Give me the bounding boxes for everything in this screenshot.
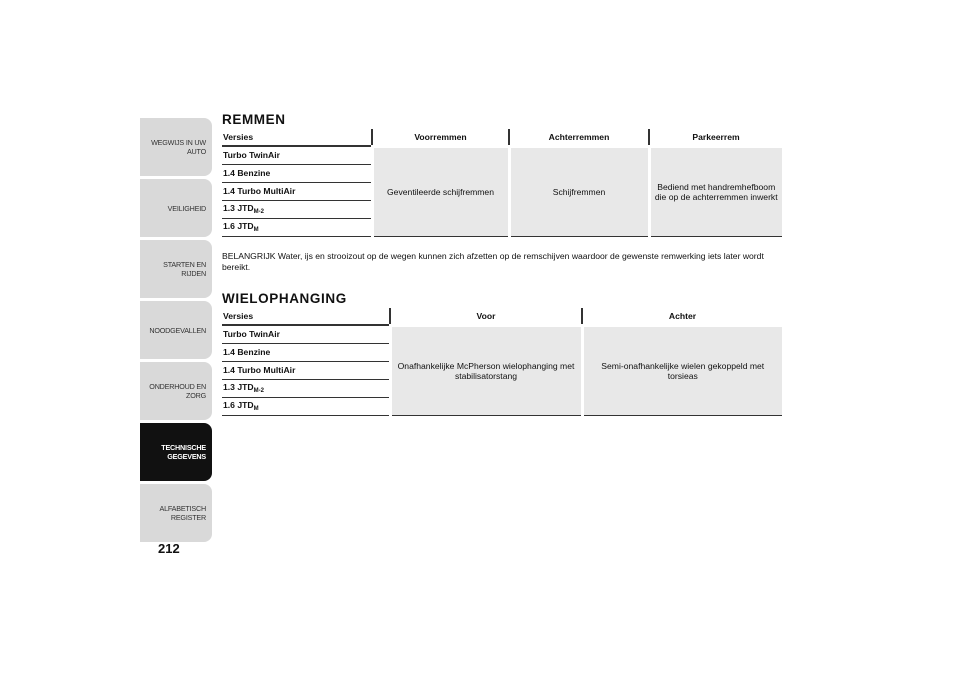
tab-starten-en-rijden[interactable]: STARTEN EN RIJDEN [140, 240, 212, 298]
tab-onderhoud-en-zorg[interactable]: ONDERHOUD EN ZORG [140, 362, 212, 420]
section-title-remmen: REMMEN [222, 112, 286, 127]
version-cell [222, 397, 390, 415]
table-row [222, 146, 782, 164]
version-name: 1.4 Turbo MultiAir [223, 365, 296, 375]
tab-technische-gegevens[interactable]: TECHNISCHE GEGEVENS [140, 423, 212, 481]
version-cell [222, 325, 390, 343]
version-name: 1.3 JTD [223, 382, 254, 392]
version-cell [222, 379, 390, 397]
version-name: 1.4 Benzine [223, 347, 271, 357]
page-number: 212 [158, 541, 180, 556]
header-versies: Versies [222, 129, 372, 146]
header-achter: Achter [582, 308, 782, 325]
tab-veiligheid[interactable]: VEILIGHEID [140, 179, 212, 237]
version-name: 1.4 Turbo MultiAir [223, 186, 296, 196]
version-name: 1.6 JTD [223, 400, 254, 410]
table-row [222, 325, 782, 343]
version-subscript: M [253, 406, 259, 412]
front-suspension-value: Onafhankelijke McPherson wielophanging met stabilisatorstang [390, 325, 582, 415]
version-name: 1.4 Benzine [223, 168, 271, 178]
version-name: 1.3 JTD [223, 203, 254, 213]
version-subscript: M [253, 227, 259, 233]
parking-brake-value: Bediend met handremhefboom die op de achterremmen inwerkt [649, 146, 782, 236]
tab-wegwijs[interactable]: WEGWIJS IN UW AUTO [140, 118, 212, 176]
rear-suspension-value: Semi-onafhankelijke wielen gekoppeld met torsieas [582, 325, 782, 415]
version-cell [222, 164, 372, 182]
version-name: Turbo TwinAir [223, 329, 280, 340]
version-cell [222, 218, 372, 236]
tab-noodgevallen[interactable]: NOODGEVALLEN [140, 301, 212, 359]
tab-alfabetisch-register[interactable]: ALFABETISCH REGISTER [140, 484, 212, 542]
brakes-table [222, 129, 782, 237]
version-subscript: M-2 [253, 209, 264, 215]
version-name: Turbo TwinAir [223, 150, 280, 161]
version-cell [222, 343, 390, 361]
header-voor: Voor [390, 308, 582, 325]
version-subscript: M-2 [253, 388, 264, 394]
suspension-header-row [222, 308, 782, 325]
header-voorremmen: Voorremmen [372, 129, 509, 146]
version-name: 1.6 JTD [223, 221, 254, 231]
rear-brakes-value: Schijfremmen [509, 146, 649, 236]
suspension-table [222, 308, 782, 416]
version-cell [222, 200, 372, 218]
front-brakes-value: Geventileerde schijfremmen [372, 146, 509, 236]
header-parkeerrem: Parkeerrem [649, 129, 782, 146]
header-versies: Versies [222, 308, 390, 325]
version-cell [222, 361, 390, 379]
version-cell [222, 182, 372, 200]
brakes-header-row [222, 129, 782, 146]
section-title-wielophanging: WIELOPHANGING [222, 291, 347, 306]
important-note: BELANGRIJK Water, ijs en strooizout op de wegen kunnen zich afzetten op de remschijven waardoor de gewenste remwerking iets later wordt bereikt. [222, 251, 764, 272]
version-cell [222, 146, 372, 164]
header-achterremmen: Achterremmen [509, 129, 649, 146]
